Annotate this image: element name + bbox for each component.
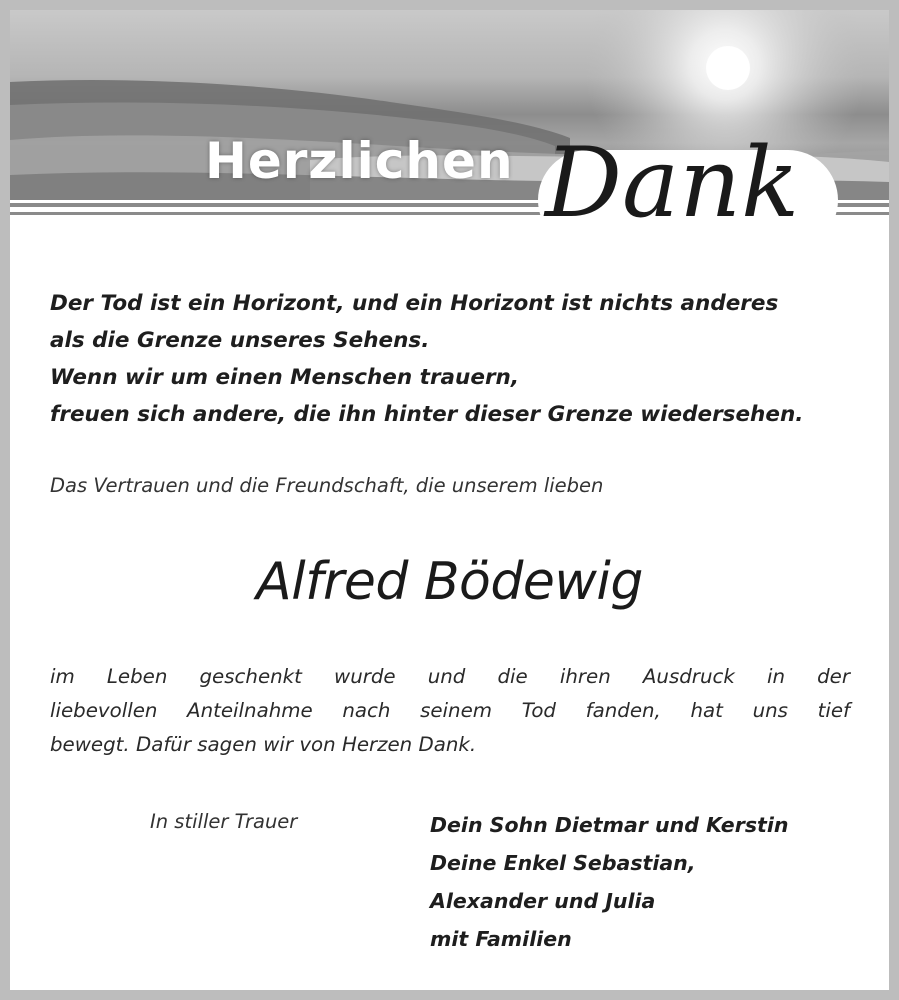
deceased-name: Alfred Bödewig xyxy=(256,552,643,612)
signer-line: Dein Sohn Dietmar und Kerstin xyxy=(430,813,789,837)
signers-list xyxy=(430,806,870,958)
signer-line: Alexander und Julia xyxy=(430,889,656,913)
intro-text: Das Vertrauen und die Freundschaft, die unserem lieben xyxy=(50,474,604,497)
signer-line: mit Familien xyxy=(430,927,572,951)
quote-line: als die Grenze unseres Sehens. xyxy=(50,328,430,353)
quote-line: Wenn wir um einen Menschen trauern, xyxy=(50,365,520,390)
paragraph-line: im Leben geschenkt wurde und die ihren Ausdruck in der xyxy=(50,665,850,688)
memorial-quote xyxy=(50,285,870,433)
header-title-herzlichen: Herzlichen xyxy=(205,132,514,190)
header-title-dank: Dank xyxy=(545,127,800,239)
paragraph-line: bewegt. Dafür sagen wir von Herzen Dank. xyxy=(50,733,477,756)
thanks-paragraph xyxy=(50,660,850,762)
quote-line: freuen sich andere, die ihn hinter dieser Grenze wiedersehen. xyxy=(50,402,804,427)
signer-line: Deine Enkel Sebastian, xyxy=(430,851,696,875)
quote-line: Der Tod ist ein Horizont, und ein Horizont ist nichts anderes xyxy=(50,291,779,316)
closing-phrase: In stiller Trauer xyxy=(150,810,298,833)
paragraph-line: liebevollen Anteilnahme nach seinem Tod fanden, hat uns tief xyxy=(50,699,850,722)
